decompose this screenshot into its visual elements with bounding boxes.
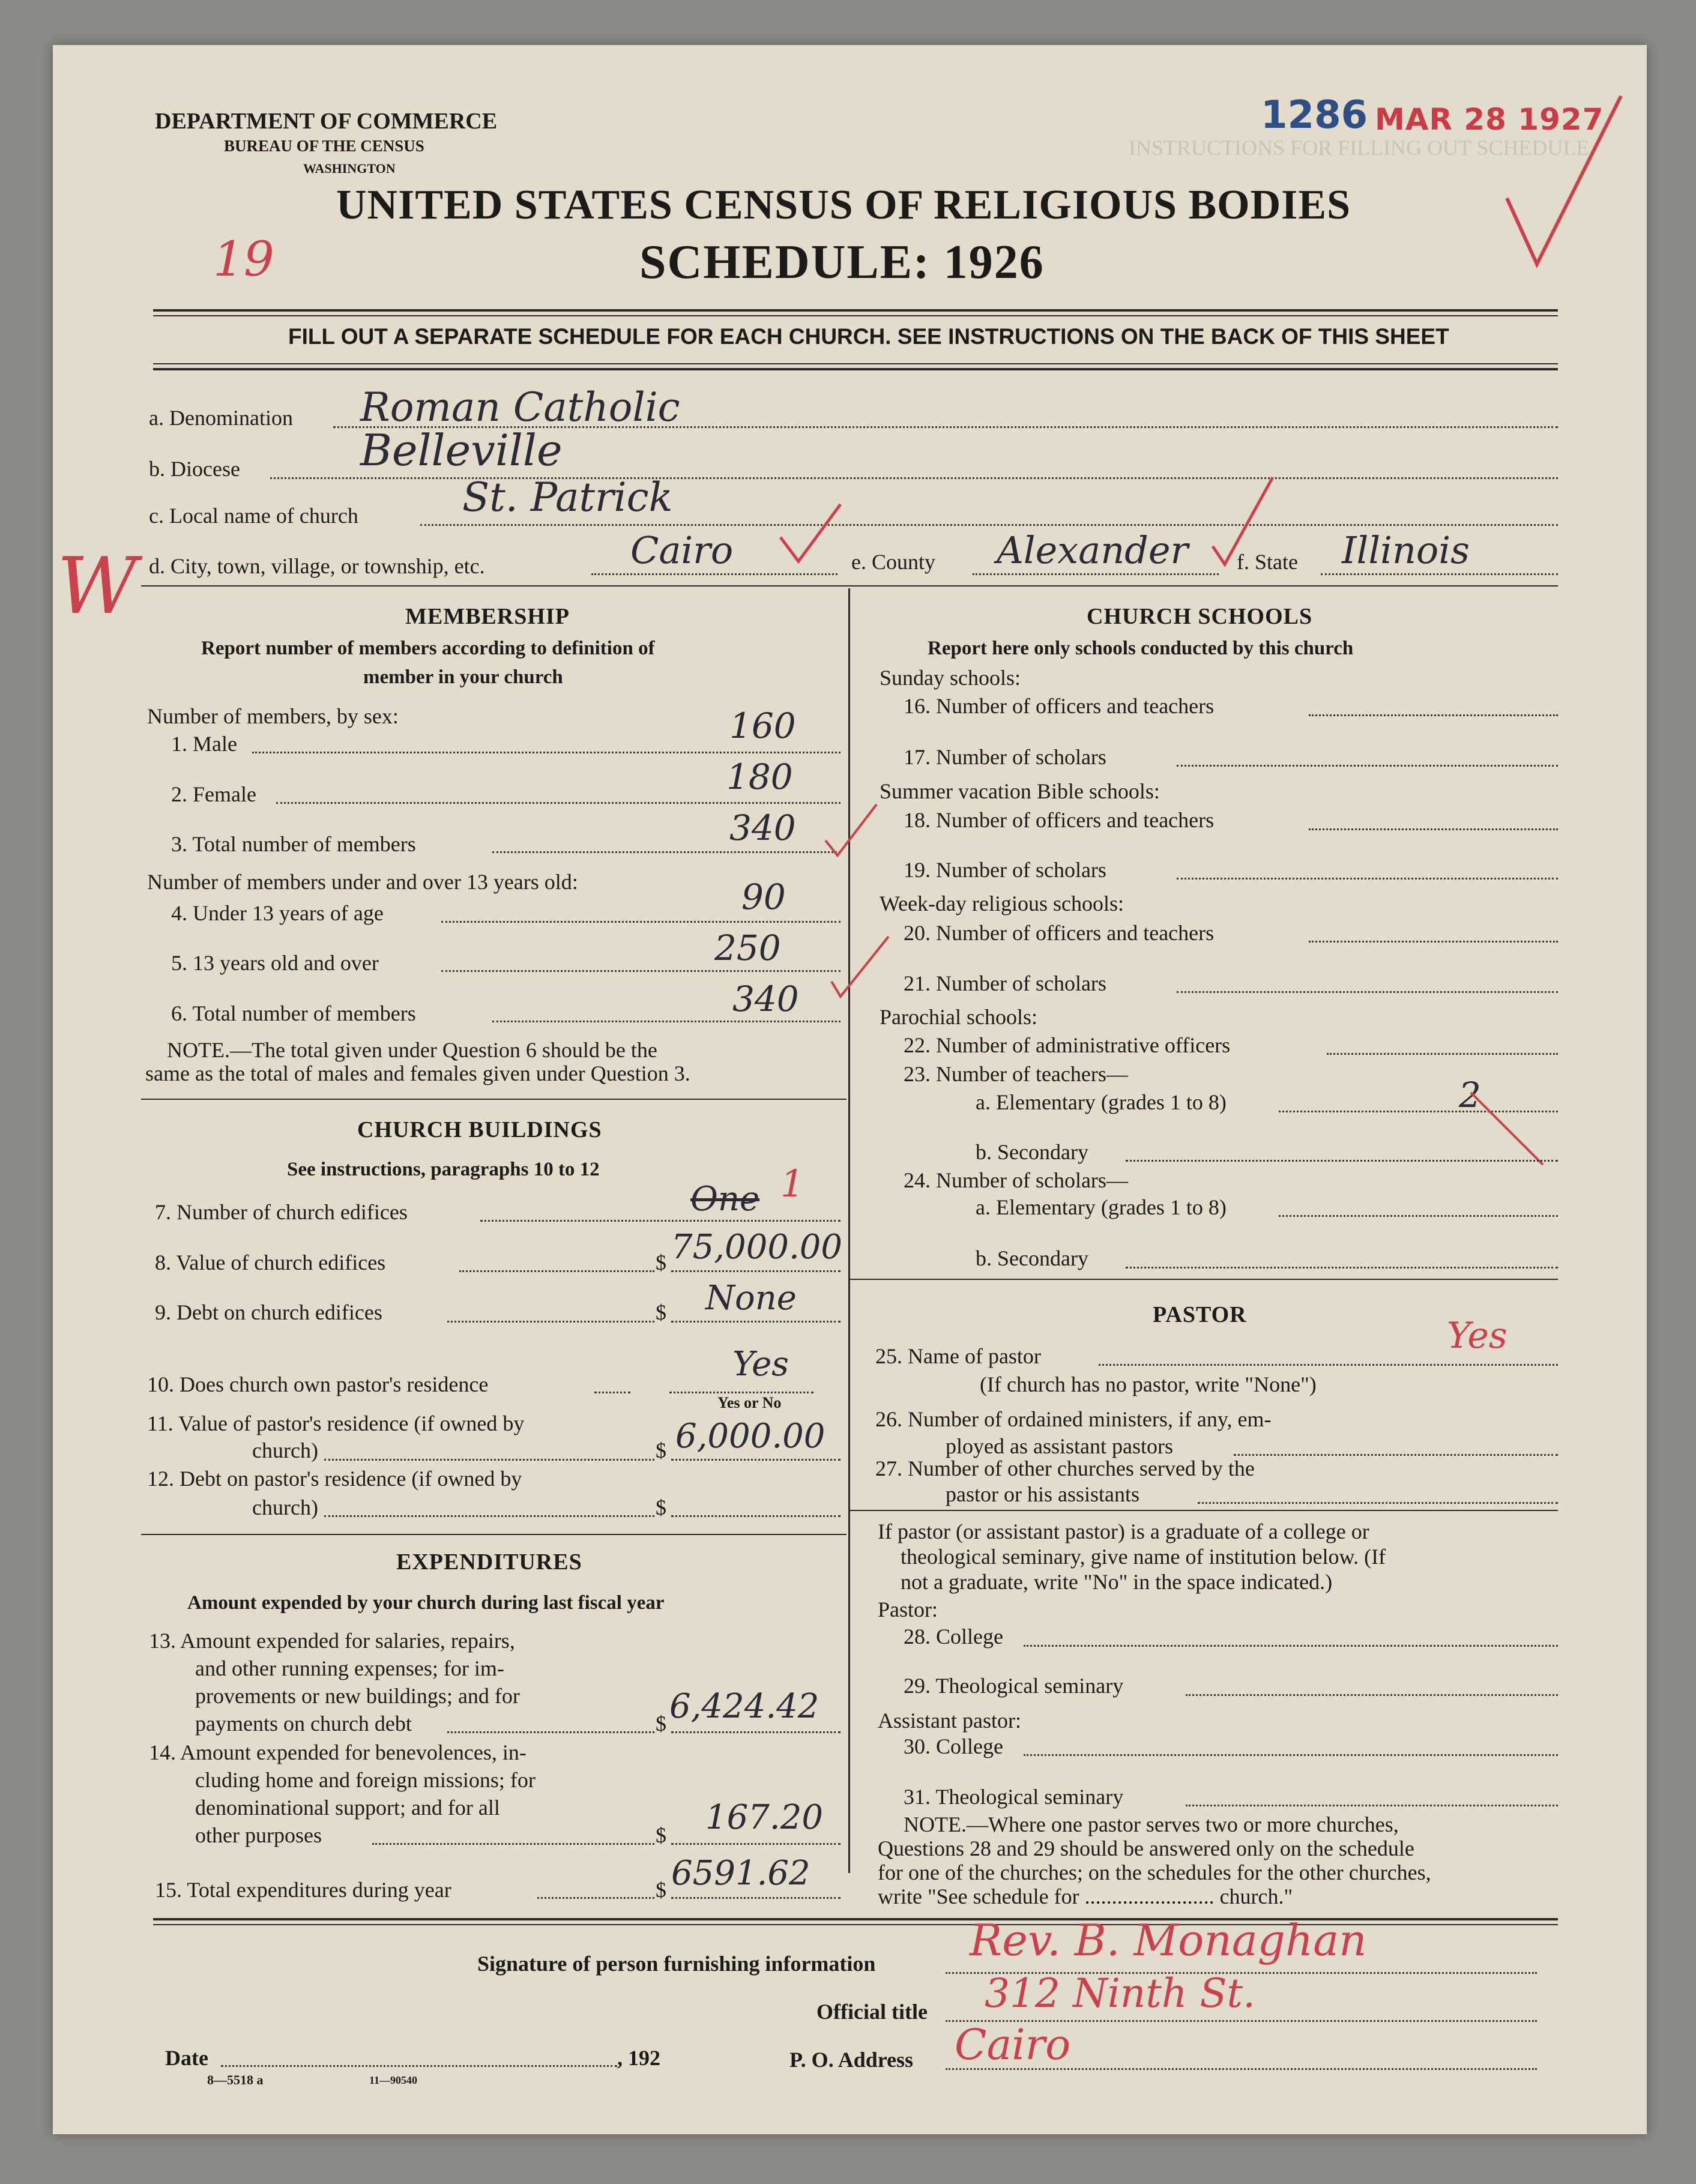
q21-line — [1177, 991, 1558, 993]
q12-label: 12. Debt on pastor's residence (if owned by — [147, 1467, 522, 1491]
membership-note: same as the total of males and females given under Question 3. — [145, 1061, 690, 1085]
q18-label: 18. Number of officers and teachers — [904, 808, 1215, 832]
diocese-value[interactable]: Belleville — [360, 425, 563, 475]
q24b-label: b. Secondary — [976, 1246, 1088, 1270]
yes-or-no-hint: Yes or No — [717, 1394, 782, 1411]
q10-value[interactable]: Yes — [732, 1345, 789, 1384]
q23a-value[interactable]: 2 — [1459, 1075, 1481, 1115]
q14-label-cont: denominational support; and for all — [195, 1796, 500, 1820]
red-check-mark-icon — [828, 931, 895, 1003]
form-subtitle: SCHEDULE: 1926 — [639, 236, 1045, 289]
q5-value[interactable]: 250 — [714, 928, 781, 968]
date-label: Date — [165, 2046, 208, 2070]
county-label: e. County — [851, 550, 935, 574]
q30-label: 30. College — [904, 1734, 1003, 1758]
q12-line — [671, 1515, 840, 1517]
q26-line — [1234, 1454, 1558, 1456]
q17-label: 17. Number of scholars — [904, 745, 1106, 769]
summer-schools-label: Summer vacation Bible schools: — [880, 779, 1160, 803]
q15-line — [671, 1897, 840, 1899]
pastor-heading: PASTOR — [1153, 1302, 1247, 1327]
q13-label: 13. Amount expended for salaries, repairs, — [149, 1629, 515, 1653]
q7-line — [480, 1220, 840, 1222]
state-value[interactable]: Illinois — [1342, 528, 1470, 572]
q14-value[interactable]: 167.20 — [705, 1798, 823, 1837]
q11-label: 11. Value of pastor's residence (if owned by — [147, 1411, 525, 1435]
weekday-schools-label: Week-day religious schools: — [880, 891, 1124, 916]
q19-label: 19. Number of scholars — [904, 858, 1106, 882]
membership-intro: member in your church — [363, 666, 563, 688]
rule — [153, 309, 1558, 312]
stamp-date: MAR 28 1927 — [1375, 102, 1604, 137]
q20-line — [1309, 941, 1558, 943]
bureau-city: WASHINGTON — [303, 161, 396, 176]
q9-label: 9. Debt on church edifices — [155, 1300, 382, 1324]
q11-line — [671, 1459, 840, 1461]
buildings-heading: CHURCH BUILDINGS — [357, 1117, 602, 1142]
q3-line — [492, 851, 840, 853]
q4-value[interactable]: 90 — [741, 876, 786, 917]
q13-line — [671, 1731, 840, 1733]
members-by-age-label: Number of members under and over 13 years old: — [147, 870, 578, 894]
q9-value[interactable]: None — [705, 1279, 797, 1318]
q11-value[interactable]: 6,000.00 — [675, 1417, 825, 1456]
print-number: 11—90540 — [369, 2074, 418, 2086]
city-line — [591, 573, 837, 575]
q5-label: 5. 13 years old and over — [171, 951, 379, 975]
city-label: d. City, town, village, or township, etc. — [149, 554, 485, 578]
q20-label: 20. Number of officers and teachers — [904, 921, 1215, 945]
state-label: f. State — [1237, 550, 1298, 574]
q13-dollar: $ — [656, 1712, 666, 1736]
q25-note: (If church has no pastor, write "None") — [980, 1372, 1317, 1396]
q8-dollar: $ — [656, 1250, 666, 1275]
rule — [848, 1510, 1558, 1511]
members-by-sex-label: Number of members, by sex: — [147, 704, 399, 728]
date-year: , 192 — [617, 2046, 660, 2070]
signature-label: Signature of person furnishing information — [477, 1952, 876, 1976]
q27-line — [1198, 1502, 1558, 1504]
rule — [153, 315, 1558, 316]
schools-sub: Report here only schools conducted by this church — [928, 638, 1354, 659]
q25-line — [1099, 1364, 1558, 1366]
expenditures-heading: EXPENDITURES — [396, 1549, 582, 1575]
membership-intro: Report number of members according to definition of — [201, 638, 655, 659]
red-check-mark-icon — [1501, 90, 1633, 282]
local-church-line — [420, 524, 1558, 526]
q30-line — [1024, 1754, 1558, 1756]
q14-line — [671, 1843, 840, 1845]
q6-label: 6. Total number of members — [171, 1001, 416, 1025]
q13-line — [447, 1731, 654, 1733]
form-number: 8—5518 a — [207, 2072, 264, 2087]
q16-label: 16. Number of officers and teachers — [904, 694, 1215, 718]
diocese-label: b. Diocese — [149, 457, 240, 481]
local-church-value[interactable]: St. Patrick — [462, 474, 673, 520]
rule — [153, 363, 1558, 364]
parochial-schools-label: Parochial schools: — [880, 1005, 1037, 1029]
q10-line — [594, 1392, 630, 1393]
q9-line — [447, 1321, 654, 1323]
q19-line — [1177, 878, 1558, 879]
q7-value[interactable]: One — [690, 1180, 760, 1219]
rule — [141, 1534, 846, 1535]
q9-line — [671, 1321, 840, 1323]
q1-line — [252, 752, 840, 753]
red-check-mark-icon — [822, 798, 883, 858]
q5-line — [441, 970, 840, 972]
pastor-note: for one of the churches; on the schedules for the other churches, — [878, 1860, 1431, 1884]
stamp-number: 1286 — [1261, 93, 1368, 137]
q12-dollar: $ — [656, 1495, 666, 1519]
q10-line — [669, 1392, 813, 1393]
q3-label: 3. Total number of members — [171, 832, 416, 856]
q8-value[interactable]: 75,000.00 — [671, 1228, 843, 1267]
q13-value[interactable]: 6,424.42 — [669, 1687, 819, 1726]
graduate-instructions: not a graduate, write "No" in the space indicated.) — [901, 1570, 1333, 1594]
pastor-subheading: Pastor: — [878, 1597, 938, 1621]
q24a-line — [1279, 1215, 1558, 1217]
annotation-number: 19 — [213, 231, 274, 287]
date-line — [221, 2065, 617, 2067]
red-check-mark-icon — [1207, 474, 1279, 570]
q11-line — [324, 1459, 654, 1461]
q10-label: 10. Does church own pastor's residence — [147, 1372, 489, 1396]
q14-dollar: $ — [656, 1823, 666, 1847]
q7-label: 7. Number of church edifices — [155, 1200, 408, 1224]
official-title-label: Official title — [816, 2000, 928, 2024]
form-title: UNITED STATES CENSUS OF RELIGIOUS BODIES — [336, 182, 1351, 228]
q6-line — [492, 1021, 840, 1022]
q23b-line — [1126, 1160, 1558, 1162]
q23a-label: a. Elementary (grades 1 to 8) — [976, 1090, 1227, 1114]
q24b-line — [1126, 1267, 1558, 1268]
q14-line — [372, 1843, 654, 1845]
q14-label: 14. Amount expended for benevolences, in- — [149, 1740, 527, 1764]
graduate-instructions: theological seminary, give name of institution below. (If — [901, 1545, 1386, 1569]
rule — [153, 368, 1558, 370]
q8-label: 8. Value of church edifices — [155, 1250, 386, 1275]
q4-label: 4. Under 13 years of age — [171, 901, 384, 925]
pastor-note: NOTE.—Where one pastor serves two or more churches, — [904, 1812, 1399, 1836]
denomination-value[interactable]: Roman Catholic — [360, 384, 680, 430]
q2-line — [276, 802, 840, 804]
q25-value[interactable]: Yes — [1447, 1315, 1507, 1357]
q25-label: 25. Name of pastor — [875, 1344, 1041, 1368]
q1-label: 1. Male — [171, 732, 237, 756]
pastor-note: Questions 28 and 29 should be answered only on the schedule — [878, 1836, 1414, 1860]
buildings-sub: See instructions, paragraphs 10 to 12 — [287, 1159, 600, 1180]
q18-line — [1309, 828, 1558, 830]
q26-label-cont: ployed as assistant pastors — [946, 1434, 1173, 1458]
q4-line — [441, 921, 840, 923]
q23-label: 23. Number of teachers— — [904, 1062, 1128, 1086]
q24a-label: a. Elementary (grades 1 to 8) — [976, 1195, 1227, 1219]
department-name: DEPARTMENT OF COMMERCE — [155, 109, 498, 134]
pastor-note: write "See schedule for ........................ church." — [878, 1884, 1293, 1908]
assistant-pastor-subheading: Assistant pastor: — [878, 1709, 1021, 1733]
q15-label: 15. Total expenditures during year — [155, 1878, 451, 1902]
q31-label: 31. Theological seminary — [904, 1785, 1124, 1809]
bureau-name: BUREAU OF THE CENSUS — [224, 137, 424, 155]
q11-label-cont: church) — [252, 1438, 318, 1462]
q12-line — [324, 1515, 654, 1517]
q12-label-cont: church) — [252, 1495, 318, 1519]
local-church-label: c. Local name of church — [149, 504, 358, 528]
schools-heading: CHURCH SCHOOLS — [1087, 604, 1313, 629]
bleed-through-text: INSTRUCTIONS FOR FILLING OUT SCHEDULE — [1129, 136, 1590, 160]
q29-line — [1186, 1694, 1558, 1696]
q6-value[interactable]: 340 — [732, 979, 799, 1019]
q9-dollar: $ — [656, 1300, 666, 1324]
county-value[interactable]: Alexander — [997, 528, 1189, 572]
q27-label: 27. Number of other churches served by the — [875, 1456, 1255, 1480]
q16-line — [1309, 714, 1558, 716]
annotation-margin-letter: W — [57, 540, 137, 632]
q17-line — [1177, 765, 1558, 767]
q14-label-cont: other purposes — [195, 1823, 322, 1847]
membership-heading: MEMBERSHIP — [405, 604, 570, 629]
q23b-label: b. Secondary — [976, 1140, 1088, 1164]
red-check-mark-icon — [774, 501, 846, 567]
expenditures-sub: Amount expended by your church during last fiscal year — [187, 1592, 665, 1614]
q31-line — [1186, 1805, 1558, 1806]
city-value[interactable]: Cairo — [630, 528, 734, 572]
q3-value[interactable]: 340 — [729, 807, 796, 848]
q1-value[interactable]: 160 — [729, 705, 796, 746]
denomination-label: a. Denomination — [149, 406, 293, 430]
state-line — [1321, 573, 1558, 575]
q22-line — [1327, 1053, 1558, 1055]
q8-line — [459, 1270, 654, 1272]
sunday-schools-label: Sunday schools: — [880, 666, 1021, 690]
red-strike-mark-icon — [1465, 1081, 1555, 1171]
q13-label-cont: and other running expenses; for im- — [195, 1656, 504, 1680]
q2-value[interactable]: 180 — [726, 756, 793, 797]
graduate-instructions: If pastor (or assistant pastor) is a graduate of a college or — [878, 1519, 1369, 1543]
q14-label-cont: cluding home and foreign missions; for — [195, 1768, 536, 1792]
q8-line — [671, 1270, 840, 1272]
q13-label-cont: payments on church debt — [195, 1712, 412, 1736]
q11-dollar: $ — [656, 1438, 666, 1462]
q21-label: 21. Number of scholars — [904, 971, 1106, 995]
county-line — [973, 573, 1219, 575]
rule — [848, 1279, 1558, 1280]
q24-label: 24. Number of scholars— — [904, 1168, 1128, 1192]
q29-label: 29. Theological seminary — [904, 1674, 1124, 1698]
signature-value[interactable]: Rev. B. Monaghan — [970, 1915, 1367, 1965]
rule — [141, 585, 1558, 587]
official-title-value[interactable]: 312 Ninth St. — [985, 1970, 1256, 2017]
q15-line — [537, 1897, 654, 1899]
po-address-label: P. O. Address — [789, 2048, 914, 2072]
q15-dollar: $ — [656, 1878, 666, 1902]
column-divider — [848, 588, 850, 1873]
membership-note: NOTE.—The total given under Question 6 should be the — [167, 1038, 657, 1062]
q26-label: 26. Number of ordained ministers, if any, em- — [875, 1407, 1272, 1431]
q28-label: 28. College — [904, 1624, 1003, 1649]
q13-label-cont: provements or new buildings; and for — [195, 1684, 520, 1708]
q7-correction: 1 — [780, 1162, 804, 1205]
q15-value[interactable]: 6591.62 — [671, 1854, 810, 1893]
q2-label: 2. Female — [171, 782, 256, 806]
rule — [141, 1099, 846, 1100]
po-address-value[interactable]: Cairo — [955, 2020, 1071, 2069]
instruction-banner: FILL OUT A SEPARATE SCHEDULE FOR EACH CHURCH. SEE INSTRUCTIONS ON THE BACK OF THIS SHEET — [288, 324, 1449, 349]
q28-line — [1024, 1645, 1558, 1647]
q27-label-cont: pastor or his assistants — [946, 1482, 1139, 1506]
q22-label: 22. Number of administrative officers — [904, 1033, 1231, 1057]
